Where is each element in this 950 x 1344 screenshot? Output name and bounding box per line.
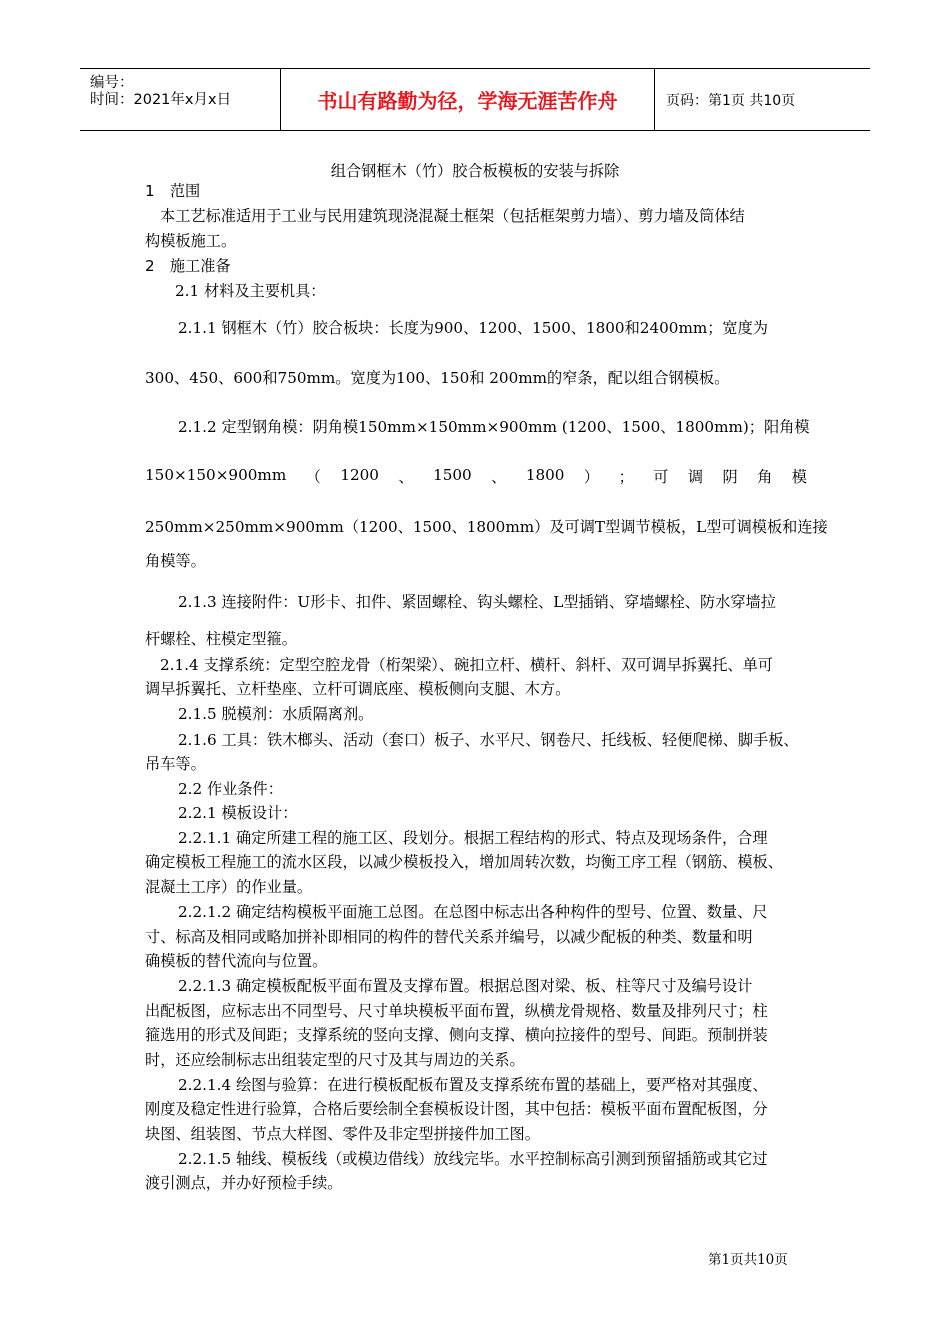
document-title: 组合钢框木（竹）胶合板模板的安装与拆除 xyxy=(330,162,620,180)
paragraph-line: 混凝土工序）的作业量。 xyxy=(145,878,313,896)
line-token: 1200 xyxy=(340,466,379,484)
paragraph-line: 杆螺栓、柱模定型箍。 xyxy=(145,630,297,648)
section-heading: 1 范围 xyxy=(145,182,201,200)
paragraph-line: 时，还应绘制标志出组装定型的尺寸及其与周边的关系。 xyxy=(145,1051,525,1069)
line-token: 、 xyxy=(398,468,414,486)
paragraph-line: 渡引测点，并办好预检手续。 xyxy=(145,1174,343,1192)
header-meta-cell xyxy=(80,69,281,130)
line-token: 角 xyxy=(757,468,773,486)
paragraph-line: 箍选用的形式及间距；支撑系统的竖向支撑、侧向支撑、横向拉接件的型号、间距。预制拼装 xyxy=(145,1026,768,1044)
paragraph-line: 2.1.4 支撑系统：定型空腔龙骨（桁架梁）、碗扣立杆、横杆、斜杆、双可调早拆翼托、单可 xyxy=(160,656,773,674)
paragraph-line: 本工艺标准适用于工业与民用建筑现浇混凝土框架（包括框架剪力墙）、剪力墙及筒体结 xyxy=(160,207,745,225)
time-label: 时间：2021年x月x日 xyxy=(90,92,232,108)
line-token: 、 xyxy=(491,468,507,486)
paragraph-line: 2.1.6 工具：铁木榔头、活动（套口）板子、水平尺、钢卷尺、托线板、轻便爬梯、脚手板、 xyxy=(178,731,799,749)
line-token: ） xyxy=(583,468,600,486)
paragraph-line: 2.2.1.1 确定所建工程的施工区、段划分。根据工程结构的形式、特点及现场条件，合理 xyxy=(178,829,768,847)
paragraph-line: 2.2.1.3 确定模板配板平面布置及支撑布置。根据总图对梁、板、柱等尺寸及编号设计 xyxy=(178,977,753,995)
paragraph-line: 角模等。 xyxy=(145,552,206,570)
line-token: 模 xyxy=(791,468,807,486)
line-token: 1800 xyxy=(525,466,565,484)
paragraph-line: 2.2 作业条件： xyxy=(178,780,283,798)
line-token: 可 xyxy=(653,468,669,486)
paragraph-line: 构模板施工。 xyxy=(145,232,237,250)
number-label: 编号： xyxy=(90,75,134,91)
line-token: 150×150×900mm xyxy=(145,466,287,484)
paragraph-line: 2.1.2 定型钢角模：阴角模150mm×150mm×900mm (1200、1500、1800mm)；阳角模 xyxy=(178,418,810,436)
paragraph-line: 块图、组装图、节点大样图、零件及非定型拼接件加工图。 xyxy=(145,1125,540,1143)
paragraph-line: 出配板图，应标志出不同型号、尺寸单块模板平面布置，纵横龙骨规格、数量及排列尺寸；柱 xyxy=(145,1002,768,1020)
paragraph-line: 2.1.3 连接附件：U形卡、扣件、紧固螺栓、钩头螺栓、L型插销、穿墙螺栓、防水穿墙拉 xyxy=(178,593,776,611)
line-token: （ xyxy=(305,468,321,486)
paragraph-line: 2.2.1.4 绘图与验算：在进行模板配板布置及支撑系统布置的基础上，要严格对其强度、 xyxy=(178,1076,768,1094)
paragraph-line: 确模板的替代流向与位置。 xyxy=(145,952,328,970)
paragraph-line: 300、450、600和750mm。宽度为100、150和 200mm的窄条，配以组合钢模板。 xyxy=(145,369,730,387)
page-footer: 第1页共10页 xyxy=(708,1252,788,1268)
paragraph-line: 寸、标高及相同或略加拼补即相同的构件的替代关系并编号，以减少配板的种类、数量和明 xyxy=(145,928,753,946)
paragraph-line: 吊车等。 xyxy=(145,755,206,773)
paragraph-line: 刚度及稳定性进行验算，合格后要绘制全套模板设计图，其中包括：模板平面布置配板图，分 xyxy=(145,1100,768,1118)
paragraph-line: 2.2.1 模板设计： xyxy=(178,804,298,822)
paragraph-line: 2.2.1.2 确定结构模板平面施工总图。在总图中标志出各种构件的型号、位置、数量、尺 xyxy=(178,903,768,921)
line-token: 1500 xyxy=(433,466,472,484)
spread-line xyxy=(145,466,807,487)
line-token: 阴 xyxy=(722,468,738,486)
paragraph-line: 确定模板工程施工的流水区段，以减少模板投入，增加周转次数，均衡工序工程（钢筋、模板、 xyxy=(145,853,783,871)
page-header xyxy=(80,68,870,131)
section-heading: 2 施工准备 xyxy=(145,257,231,275)
paragraph-line: 2.2.1.5 轴线、模板线（或模边借线）放线完毕。水平控制标高引测到预留插筋或其它过 xyxy=(178,1150,768,1168)
paragraph-line: 调早拆翼托、立杆垫座、立杆可调底座、模板侧向支腿、木方。 xyxy=(145,680,571,698)
line-token: ； xyxy=(618,468,634,486)
paragraph-line: 250mm×250mm×900mm（1200、1500、1800mm）及可调T型调节模板，L型可调模板和连接 xyxy=(145,518,828,536)
motto-text: 书山有路勤为径，学海无涯苦作舟 xyxy=(281,69,655,130)
page-label: 页码：第1页 共10页 xyxy=(666,93,796,109)
paragraph-line: 2.1.5 脱模剂：水质隔离剂。 xyxy=(178,705,374,723)
paragraph-line: 2.1 材料及主要机具： xyxy=(175,282,326,300)
line-token: 调 xyxy=(687,468,704,486)
paragraph-line: 2.1.1 钢框木（竹）胶合板块：长度为900、1200、1500、1800和2400mm；宽度为 xyxy=(178,319,768,337)
